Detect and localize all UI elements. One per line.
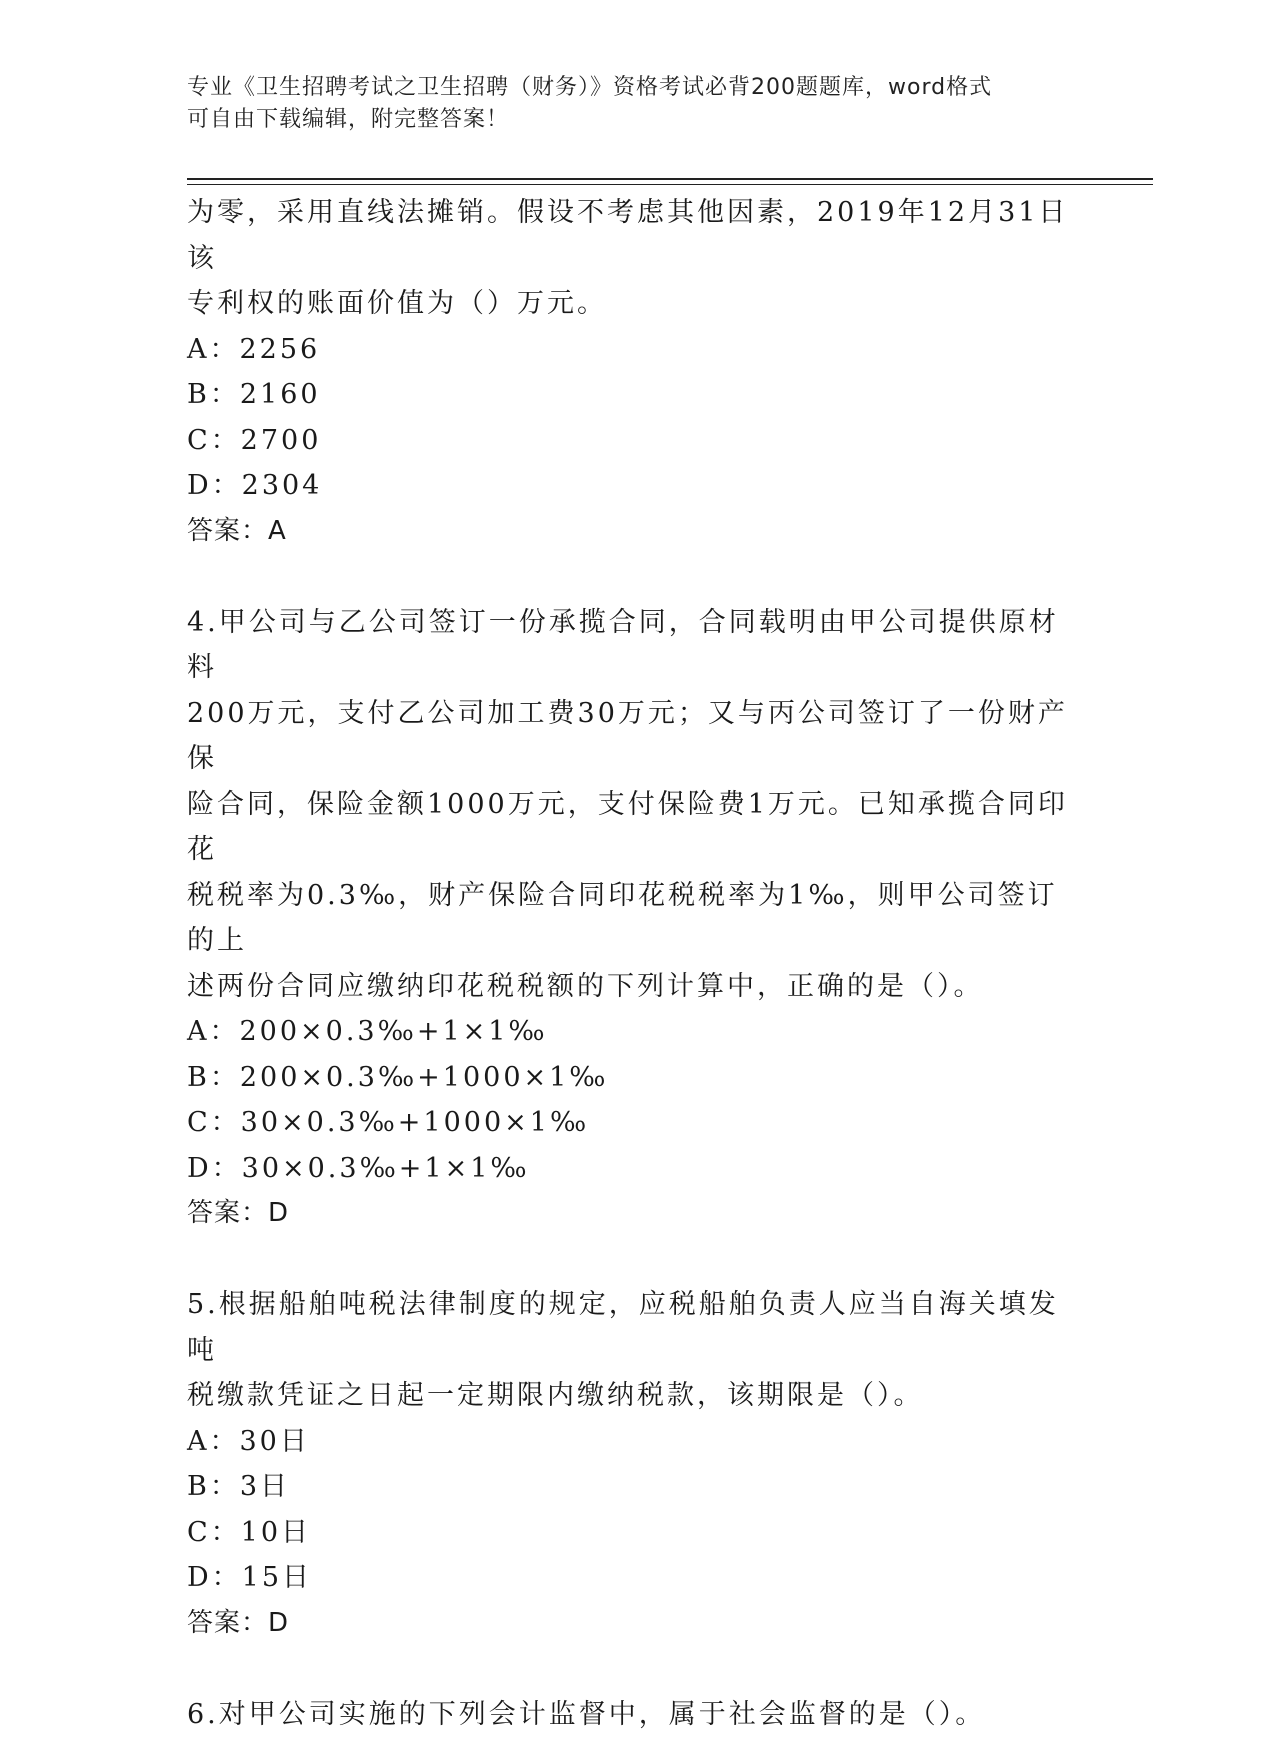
- document-header: [187, 72, 1067, 136]
- question-3: [187, 190, 1087, 554]
- option-b: B：3日: [187, 1464, 1087, 1510]
- answer-line: 答案：D: [187, 1601, 1087, 1647]
- answer-line: 答案：D: [187, 1191, 1087, 1237]
- header-divider-thick: [187, 178, 1153, 180]
- question-4: [187, 600, 1087, 1237]
- question-6: [187, 1692, 1087, 1737]
- question-text-line: 6.对甲公司实施的下列会计监督中，属于社会监督的是（）。: [187, 1692, 1087, 1737]
- option-c: C：30×0.3‰+1000×1‰: [187, 1100, 1087, 1146]
- question-text-line: 税缴款凭证之日起一定期限内缴纳税款，该期限是（）。: [187, 1373, 1087, 1419]
- question-text-line: 险合同，保险金额1000万元，支付保险费1万元。已知承揽合同印花: [187, 782, 1087, 873]
- question-5: [187, 1282, 1087, 1646]
- option-b: B：200×0.3‰+1000×1‰: [187, 1055, 1087, 1101]
- option-a: A：2256: [187, 327, 1087, 373]
- answer-line: 答案：A: [187, 509, 1087, 555]
- question-text-line: 为零，采用直线法摊销。假设不考虑其他因素，2019年12月31日该: [187, 190, 1087, 281]
- option-c: C：2700: [187, 418, 1087, 464]
- header-divider-thin: [187, 184, 1153, 185]
- question-text-line: 税税率为0.3‰，财产保险合同印花税税率为1‰，则甲公司签订的上: [187, 873, 1087, 964]
- option-d: D：15日: [187, 1555, 1087, 1601]
- question-text-line: 述两份合同应缴纳印花税税额的下列计算中，正确的是（）。: [187, 964, 1087, 1010]
- document-body: [187, 190, 1087, 1737]
- option-d: D：30×0.3‰+1×1‰: [187, 1146, 1087, 1192]
- option-a: A：30日: [187, 1419, 1087, 1465]
- option-a: A：200×0.3‰+1×1‰: [187, 1009, 1087, 1055]
- question-text-line: 5.根据船舶吨税法律制度的规定，应税船舶负责人应当自海关填发吨: [187, 1282, 1087, 1373]
- option-d: D：2304: [187, 463, 1087, 509]
- header-line-2: 可自由下载编辑，附完整答案！: [187, 104, 1067, 136]
- question-text-line: 4.甲公司与乙公司签订一份承揽合同，合同载明由甲公司提供原材料: [187, 600, 1087, 691]
- question-text-line: 专利权的账面价值为（）万元。: [187, 281, 1087, 327]
- question-text-line: 200万元，支付乙公司加工费30万元；又与丙公司签订了一份财产保: [187, 691, 1087, 782]
- option-c: C：10日: [187, 1510, 1087, 1556]
- option-b: B：2160: [187, 372, 1087, 418]
- header-line-1: 专业《卫生招聘考试之卫生招聘（财务）》资格考试必背200题题库，word格式: [187, 72, 1067, 104]
